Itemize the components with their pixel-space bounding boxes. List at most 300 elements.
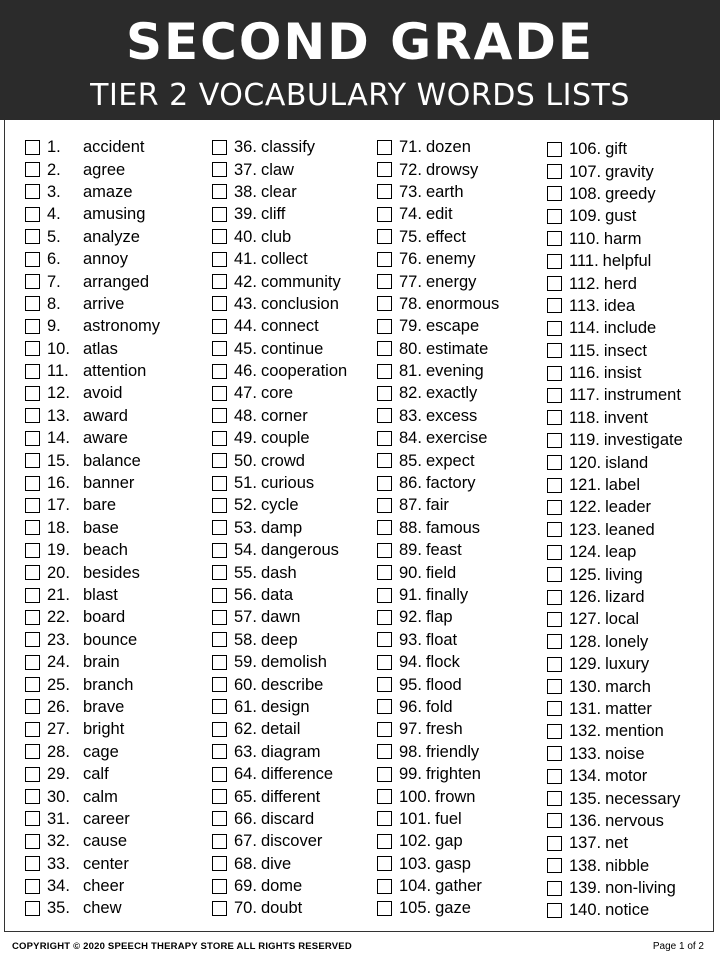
checkbox[interactable]	[547, 657, 562, 672]
word-number: 62.	[234, 720, 257, 739]
list-item	[377, 405, 499, 427]
checkbox[interactable]	[212, 274, 227, 289]
word-number: 51.	[234, 474, 257, 493]
word-number: 89.	[399, 541, 422, 560]
checkbox[interactable]	[547, 142, 562, 157]
checkbox[interactable]	[212, 879, 227, 894]
word-number: 48.	[234, 406, 257, 425]
checkbox[interactable]	[25, 341, 40, 356]
checkbox[interactable]	[377, 789, 392, 804]
vocabulary-word: lizard	[605, 588, 645, 606]
checkbox[interactable]	[25, 879, 40, 894]
checkbox[interactable]	[212, 408, 227, 423]
list-item	[377, 203, 499, 225]
checkbox[interactable]	[212, 162, 227, 177]
checkbox[interactable]	[212, 498, 227, 513]
checkbox[interactable]	[377, 610, 392, 625]
vocabulary-word: brave	[83, 697, 125, 716]
checkbox[interactable]	[25, 856, 40, 871]
vocabulary-word: detail	[260, 720, 301, 739]
checkbox[interactable]	[212, 476, 227, 491]
checkbox[interactable]	[377, 319, 392, 334]
vocabulary-word: chew	[83, 899, 122, 918]
vocabulary-word: float	[425, 630, 458, 649]
word-number: 17.	[47, 496, 70, 515]
list-item	[25, 427, 160, 449]
list-item	[212, 875, 347, 897]
checkbox[interactable]	[212, 364, 227, 379]
word-number: 129.	[569, 655, 602, 674]
word-number: 87.	[399, 496, 422, 515]
checkbox[interactable]	[547, 634, 562, 649]
vocabulary-word: clear	[260, 182, 297, 201]
word-number: 19.	[47, 541, 70, 560]
checkbox[interactable]	[25, 431, 40, 446]
word-number: 120.	[569, 453, 602, 472]
checkbox[interactable]	[25, 565, 40, 580]
checkbox[interactable]	[377, 520, 392, 535]
list-item	[377, 136, 499, 158]
vocabulary-word: amaze	[83, 182, 133, 201]
checkbox[interactable]	[212, 140, 227, 155]
vocabulary-word: collect	[260, 250, 308, 269]
checkbox[interactable]	[377, 588, 392, 603]
vocabulary-word: aware	[83, 429, 128, 448]
word-number: 135.	[569, 789, 602, 808]
checkbox[interactable]	[547, 791, 562, 806]
checkbox[interactable]	[25, 901, 40, 916]
checkbox[interactable]	[212, 341, 227, 356]
word-number: 42.	[234, 272, 257, 291]
list-item	[377, 427, 499, 449]
list-item	[377, 382, 499, 404]
checkbox[interactable]	[547, 903, 562, 918]
vocabulary-word: gift	[605, 140, 628, 159]
vocabulary-word: field	[425, 563, 457, 582]
vocabulary-word: effect	[425, 227, 466, 246]
checkbox[interactable]	[377, 677, 392, 692]
checkbox[interactable]	[25, 408, 40, 423]
checkbox[interactable]	[25, 296, 40, 311]
checkbox[interactable]	[377, 834, 392, 849]
checkbox[interactable]	[377, 431, 392, 446]
list-item	[25, 293, 160, 315]
checkbox[interactable]	[547, 209, 562, 224]
word-column-4	[547, 138, 683, 922]
word-number: 5.	[47, 227, 61, 246]
checkbox[interactable]	[212, 811, 227, 826]
checkbox[interactable]	[547, 231, 562, 246]
checkbox[interactable]	[212, 319, 227, 334]
list-item	[377, 673, 499, 695]
list-item	[377, 830, 499, 852]
vocabulary-word: escape	[425, 317, 480, 336]
list-item	[377, 584, 499, 606]
checkbox[interactable]	[547, 276, 562, 291]
checkbox[interactable]	[377, 856, 392, 871]
word-number: 22.	[47, 608, 70, 627]
checkbox[interactable]	[25, 364, 40, 379]
checkbox[interactable]	[212, 520, 227, 535]
checkbox[interactable]	[377, 722, 392, 737]
word-number: 66.	[234, 809, 257, 828]
checkbox[interactable]	[212, 252, 227, 267]
checkbox[interactable]	[212, 655, 227, 670]
checkbox[interactable]	[377, 453, 392, 468]
checkbox[interactable]	[212, 431, 227, 446]
checkbox[interactable]	[25, 252, 40, 267]
checkbox[interactable]	[547, 433, 562, 448]
word-number: 30.	[47, 787, 70, 806]
list-item	[212, 561, 347, 583]
list-item	[547, 832, 683, 854]
checkbox[interactable]	[377, 565, 392, 580]
checkbox[interactable]	[212, 632, 227, 647]
checkbox[interactable]	[547, 186, 562, 201]
checkbox[interactable]	[377, 408, 392, 423]
checkbox[interactable]	[377, 811, 392, 826]
checkbox[interactable]	[547, 813, 562, 828]
word-number: 44.	[234, 317, 257, 336]
checkbox[interactable]	[25, 162, 40, 177]
checkbox[interactable]	[547, 612, 562, 627]
word-number: 123.	[569, 520, 602, 539]
checkbox[interactable]	[212, 565, 227, 580]
list-item	[212, 897, 347, 919]
checkbox[interactable]	[25, 476, 40, 491]
checkbox[interactable]	[547, 724, 562, 739]
vocabulary-word: cause	[83, 832, 128, 851]
checkbox[interactable]	[212, 744, 227, 759]
word-number: 56.	[234, 586, 257, 604]
list-item	[212, 494, 347, 516]
checkbox[interactable]	[547, 366, 562, 381]
vocabulary-word: label	[605, 476, 640, 495]
checkbox[interactable]	[25, 543, 40, 558]
checkbox[interactable]	[25, 610, 40, 625]
word-number: 136.	[569, 811, 602, 830]
word-number: 13.	[47, 406, 70, 425]
checkbox[interactable]	[377, 184, 392, 199]
checkbox[interactable]	[547, 254, 562, 269]
checkbox[interactable]	[212, 453, 227, 468]
checkbox[interactable]	[25, 744, 40, 759]
checkbox[interactable]	[547, 164, 562, 179]
word-number: 75.	[399, 227, 422, 246]
list-item	[212, 338, 347, 360]
vocabulary-word: excess	[425, 406, 478, 425]
list-item	[212, 629, 347, 651]
vocabulary-word: beach	[83, 541, 128, 560]
checkbox[interactable]	[25, 632, 40, 647]
checkbox[interactable]	[547, 701, 562, 716]
vocabulary-word: exactly	[425, 384, 478, 403]
vocabulary-word: harm	[603, 229, 642, 248]
list-item	[377, 338, 499, 360]
checkbox[interactable]	[25, 655, 40, 670]
checkbox[interactable]	[377, 162, 392, 177]
checkbox[interactable]	[377, 498, 392, 513]
vocabulary-word: core	[260, 384, 294, 403]
header-banner	[0, 0, 720, 120]
checkbox[interactable]	[25, 319, 40, 334]
list-item	[547, 586, 683, 608]
checkbox[interactable]	[377, 879, 392, 894]
checkbox[interactable]	[212, 386, 227, 401]
list-item	[547, 541, 683, 563]
vocabulary-word: describe	[260, 675, 324, 694]
checkbox[interactable]	[25, 811, 40, 826]
vocabulary-word: arrive	[83, 294, 125, 313]
list-item	[377, 270, 499, 292]
vocabulary-word: bright	[83, 720, 125, 739]
vocabulary-word: include	[603, 319, 657, 338]
word-number: 32.	[47, 832, 70, 851]
list-item	[25, 338, 160, 360]
checkbox[interactable]	[212, 229, 227, 244]
word-number: 39.	[234, 205, 257, 224]
checkbox[interactable]	[547, 298, 562, 313]
checkbox[interactable]	[547, 769, 562, 784]
list-item	[25, 158, 160, 180]
vocabulary-word: calf	[83, 765, 109, 784]
checkbox[interactable]	[212, 207, 227, 222]
checkbox[interactable]	[377, 207, 392, 222]
checkbox[interactable]	[547, 881, 562, 896]
vocabulary-word: couple	[260, 429, 310, 448]
checkbox[interactable]	[25, 274, 40, 289]
checkbox[interactable]	[377, 699, 392, 714]
vocabulary-word: connect	[260, 317, 319, 336]
checkbox[interactable]	[377, 767, 392, 782]
vocabulary-word: corner	[260, 406, 308, 425]
checkbox[interactable]	[212, 610, 227, 625]
vocabulary-word: helpful	[602, 252, 652, 271]
list-item	[547, 205, 683, 227]
checkbox[interactable]	[547, 388, 562, 403]
vocabulary-word: deep	[260, 630, 298, 649]
checkbox[interactable]	[25, 386, 40, 401]
vocabulary-word: cliff	[260, 205, 286, 224]
checkbox[interactable]	[25, 453, 40, 468]
checkbox[interactable]	[547, 679, 562, 694]
word-number: 60.	[234, 675, 257, 694]
word-number: 64.	[234, 765, 257, 784]
checkbox[interactable]	[377, 140, 392, 155]
word-number: 14.	[47, 429, 70, 448]
checkbox[interactable]	[25, 789, 40, 804]
checkbox[interactable]	[547, 500, 562, 515]
word-column-3	[377, 136, 499, 920]
vocabulary-word: base	[83, 518, 119, 537]
word-number: 37.	[234, 160, 257, 179]
list-item	[377, 360, 499, 382]
word-number: 53.	[234, 518, 257, 537]
checkbox[interactable]	[547, 321, 562, 336]
checkbox[interactable]	[547, 478, 562, 493]
checkbox[interactable]	[377, 296, 392, 311]
checkbox[interactable]	[547, 746, 562, 761]
checkbox[interactable]	[212, 722, 227, 737]
checkbox[interactable]	[547, 590, 562, 605]
checkbox[interactable]	[25, 699, 40, 714]
checkbox[interactable]	[25, 834, 40, 849]
list-item	[25, 203, 160, 225]
checkbox[interactable]	[377, 543, 392, 558]
list-item	[212, 226, 347, 248]
list-item	[212, 696, 347, 718]
list-item	[547, 631, 683, 653]
word-number: 134.	[569, 767, 602, 786]
list-item	[212, 763, 347, 785]
checkbox[interactable]	[212, 767, 227, 782]
checkbox[interactable]	[212, 834, 227, 849]
vocabulary-word: banner	[83, 474, 135, 493]
vocabulary-word: dangerous	[260, 541, 339, 560]
word-number: 101.	[399, 809, 432, 828]
word-number: 96.	[399, 697, 422, 716]
word-number: 10.	[47, 339, 70, 358]
list-item	[547, 160, 683, 182]
vocabulary-word: friendly	[425, 742, 480, 761]
checkbox[interactable]	[25, 498, 40, 513]
checkbox[interactable]	[377, 744, 392, 759]
checkbox[interactable]	[377, 476, 392, 491]
list-item	[377, 606, 499, 628]
word-number: 97.	[399, 720, 422, 739]
list-item	[25, 405, 160, 427]
checkbox[interactable]	[547, 836, 562, 851]
list-item	[212, 718, 347, 740]
list-item	[547, 653, 683, 675]
checkbox[interactable]	[212, 677, 227, 692]
checkbox[interactable]	[377, 229, 392, 244]
checkbox[interactable]	[212, 543, 227, 558]
list-item	[377, 897, 499, 919]
list-item	[25, 629, 160, 651]
vocabulary-word: blast	[83, 586, 118, 604]
word-number: 59.	[234, 653, 257, 672]
word-number: 130.	[569, 677, 602, 696]
checkbox[interactable]	[547, 410, 562, 425]
list-item	[25, 785, 160, 807]
vocabulary-word: insect	[603, 341, 647, 360]
checkbox[interactable]	[25, 229, 40, 244]
checkbox[interactable]	[377, 386, 392, 401]
checkbox[interactable]	[547, 455, 562, 470]
checkbox[interactable]	[25, 677, 40, 692]
checkbox[interactable]	[377, 274, 392, 289]
checkbox[interactable]	[25, 520, 40, 535]
checkbox[interactable]	[212, 699, 227, 714]
word-number: 100.	[399, 787, 432, 806]
list-item	[25, 875, 160, 897]
checkbox[interactable]	[377, 655, 392, 670]
checkbox[interactable]	[212, 789, 227, 804]
word-number: 70.	[234, 899, 257, 918]
word-number: 138.	[569, 856, 602, 875]
checkbox[interactable]	[25, 588, 40, 603]
checkbox[interactable]	[377, 252, 392, 267]
checkbox[interactable]	[377, 632, 392, 647]
vocabulary-word: earth	[425, 182, 464, 201]
word-number: 112.	[569, 274, 600, 293]
list-item	[212, 270, 347, 292]
checkbox[interactable]	[547, 522, 562, 537]
checkbox[interactable]	[547, 567, 562, 582]
word-number: 16.	[47, 474, 70, 493]
word-number: 107.	[569, 162, 602, 181]
list-item	[25, 181, 160, 203]
word-number: 84.	[399, 429, 422, 448]
word-number: 2.	[47, 160, 61, 179]
list-item	[212, 449, 347, 471]
list-item	[547, 698, 683, 720]
checkbox[interactable]	[547, 343, 562, 358]
list-item	[547, 675, 683, 697]
checkbox[interactable]	[212, 901, 227, 916]
list-item	[25, 673, 160, 695]
list-item	[377, 696, 499, 718]
checkbox[interactable]	[212, 856, 227, 871]
copyright-notice: COPYRIGHT © 2020 SPEECH THERAPY STORE ALL RIGHTS RESERVED	[12, 941, 352, 952]
checkbox[interactable]	[212, 184, 227, 199]
checkbox[interactable]	[25, 184, 40, 199]
list-item	[212, 427, 347, 449]
list-item	[25, 136, 160, 158]
word-number: 122.	[569, 498, 602, 517]
vocabulary-word: instrument	[603, 386, 681, 405]
checkbox[interactable]	[377, 341, 392, 356]
word-number: 99.	[399, 765, 422, 784]
checkbox[interactable]	[547, 858, 562, 873]
checkbox[interactable]	[212, 296, 227, 311]
vocabulary-word: gap	[435, 832, 463, 851]
list-item	[25, 449, 160, 471]
word-number: 139.	[569, 879, 602, 898]
checkbox[interactable]	[25, 140, 40, 155]
list-item	[377, 226, 499, 248]
list-item	[212, 382, 347, 404]
checkbox[interactable]	[547, 545, 562, 560]
vocabulary-word: nibble	[605, 856, 650, 875]
word-number: 52.	[234, 496, 257, 515]
word-number: 88.	[399, 518, 422, 537]
list-item	[547, 720, 683, 742]
list-item	[212, 741, 347, 763]
word-number: 23.	[47, 630, 70, 649]
vocabulary-word: besides	[83, 563, 140, 582]
vocabulary-word: cage	[83, 742, 119, 761]
list-item	[25, 248, 160, 270]
checkbox[interactable]	[25, 722, 40, 737]
checkbox[interactable]	[377, 901, 392, 916]
word-number: 55.	[234, 563, 257, 582]
checkbox[interactable]	[212, 588, 227, 603]
vocabulary-word: branch	[83, 675, 134, 694]
word-number: 54.	[234, 541, 257, 560]
vocabulary-word: balance	[83, 451, 141, 470]
checkbox[interactable]	[25, 207, 40, 222]
checkbox[interactable]	[25, 767, 40, 782]
word-number: 116.	[569, 364, 600, 383]
checkbox[interactable]	[377, 364, 392, 379]
vocabulary-word: gather	[435, 877, 482, 896]
vocabulary-word: brain	[83, 653, 120, 672]
vocabulary-word: energy	[425, 272, 477, 291]
list-item	[547, 362, 683, 384]
word-number: 47.	[234, 384, 257, 403]
